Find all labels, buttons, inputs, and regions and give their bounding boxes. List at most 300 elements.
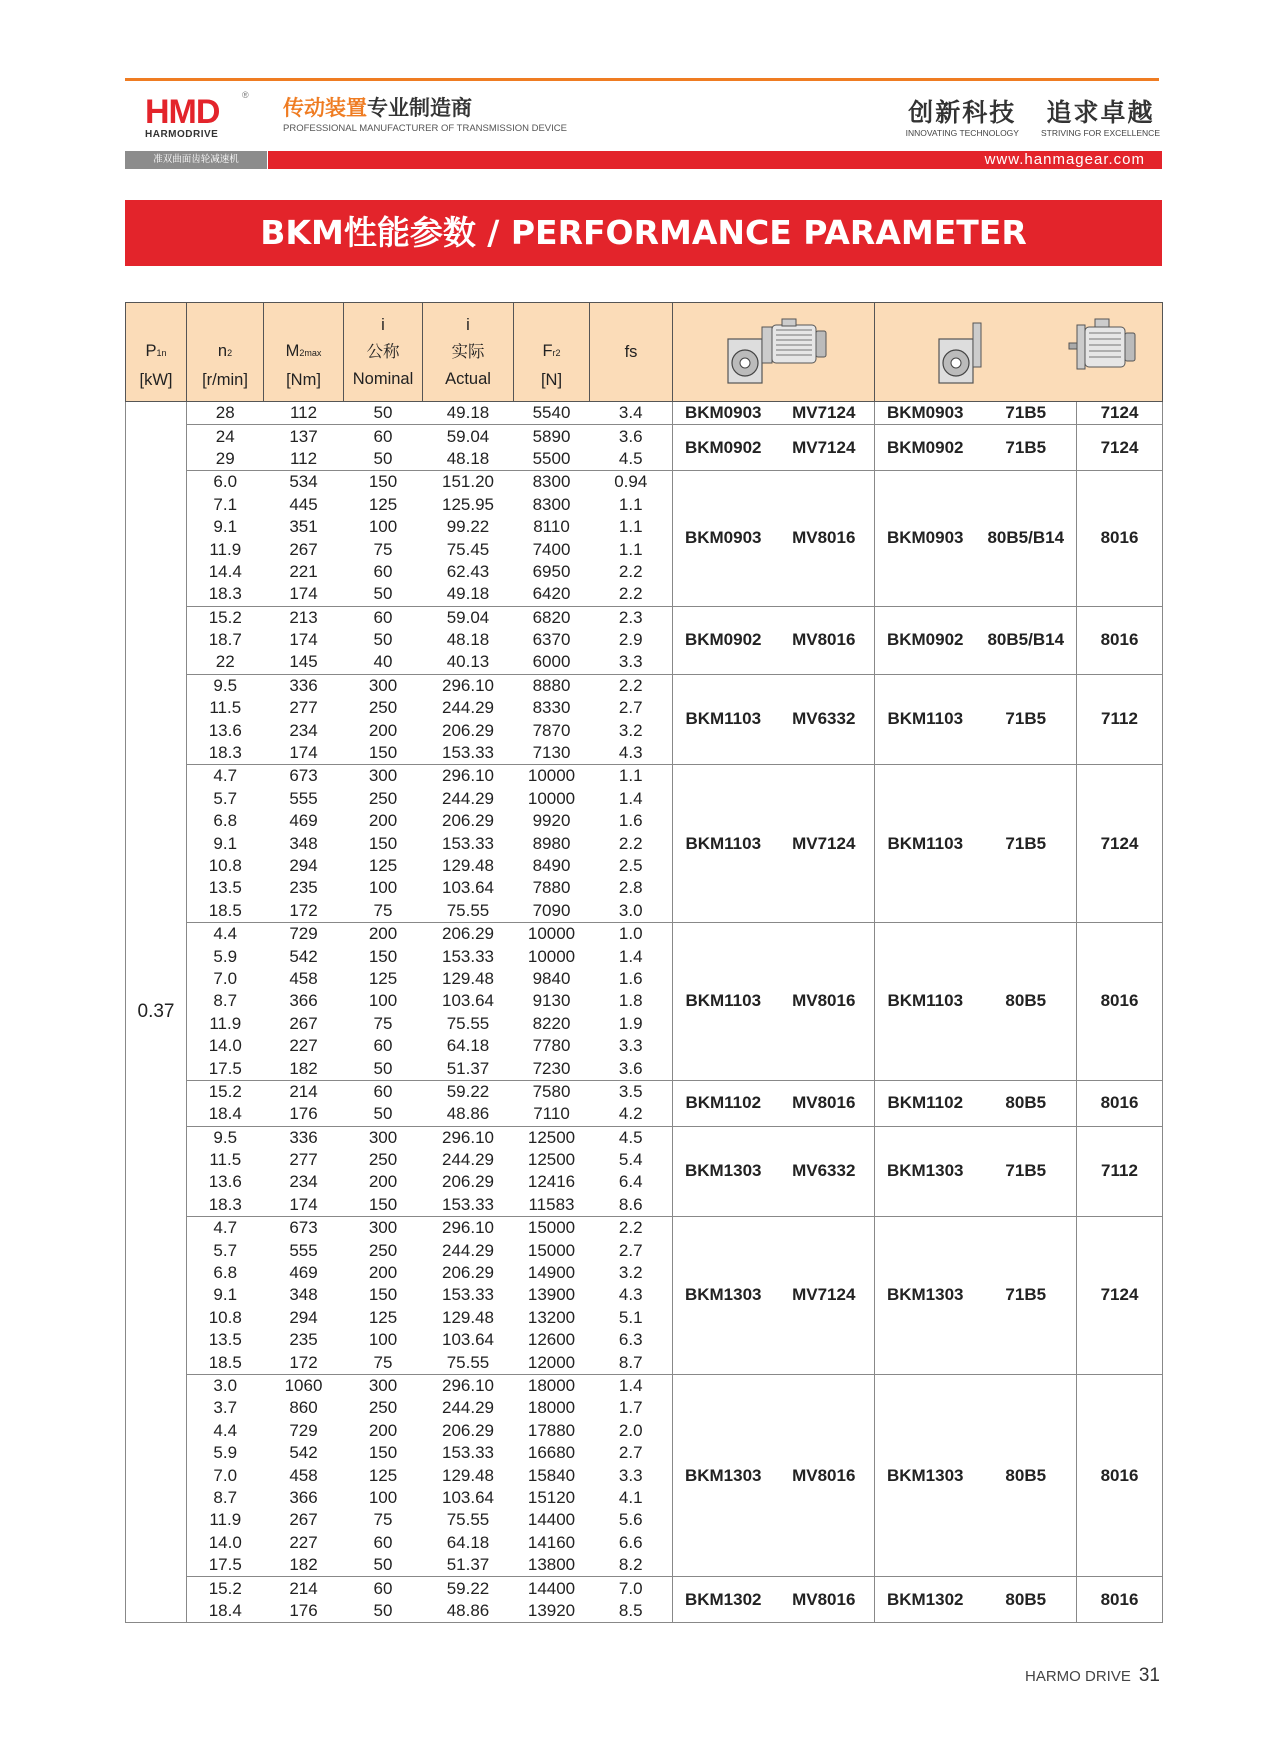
radial-load-cell: 17880 [527, 1420, 576, 1440]
service-factor-cell: 4.5 [590, 448, 673, 471]
motor-model-cell: MV7124 [774, 1217, 875, 1375]
motor-model-cell: MV8016 [774, 922, 875, 1080]
ratio-actual-cell: 296.10 [423, 1374, 514, 1397]
service-factor-cell: 2.7 [590, 697, 673, 719]
radial-load-cell: 12600 [527, 1330, 576, 1350]
motor-frame-cell: 7124 [1077, 1217, 1163, 1375]
slogan-innovation-en: INNOVATING TECHNOLOGY [905, 128, 1019, 138]
max-torque-cell: 294 [289, 1307, 318, 1327]
ratio-nominal-cell: 125 [368, 1465, 398, 1485]
ratio-nominal-cell: 50 [344, 1554, 423, 1577]
header-speed: n2 [r/min] [187, 303, 264, 402]
output-speed-cell: 24 [187, 425, 264, 448]
service-factor-cell: 1.1 [590, 516, 673, 538]
radial-load-cell: 8300 [514, 471, 590, 494]
ratio-actual-cell: 59.22 [423, 1577, 514, 1600]
service-factor-cell: 1.1 [590, 494, 673, 516]
service-factor-cell: 2.2 [590, 583, 673, 606]
ratio-nominal-cell: 75 [373, 1013, 393, 1033]
output-speed-cell: 18.3 [187, 1194, 264, 1217]
output-speed-cell: 5.7 [213, 788, 238, 808]
ratio-actual-cell: 103.64 [442, 1330, 494, 1350]
output-speed-cell: 3.7 [213, 1398, 238, 1418]
table-row [126, 1374, 1163, 1397]
ratio-nominal-cell: 300 [344, 765, 423, 788]
gearmotor-model-cell: BKM1302 [673, 1577, 774, 1623]
output-speed-cell: 11.9 [209, 1013, 242, 1033]
max-torque-cell: 112 [264, 402, 344, 425]
table-row [126, 765, 1163, 788]
ratio-actual-cell: 153.33 [442, 1443, 494, 1463]
brand-logo [145, 95, 219, 141]
service-factor-cell: 3.3 [590, 1464, 673, 1486]
slogan-innovation [906, 99, 1019, 138]
radial-load-cell: 15120 [527, 1487, 576, 1507]
performance-table [125, 302, 1163, 1623]
service-factor-cell: 1.9 [590, 1013, 673, 1035]
radial-load-cell: 8300 [532, 494, 571, 514]
service-factor-cell: 6.6 [590, 1532, 673, 1554]
max-torque-cell: 366 [289, 991, 318, 1011]
service-factor-cell: 2.0 [590, 1420, 673, 1442]
max-torque-cell: 221 [289, 561, 318, 581]
ratio-nominal-cell: 50 [344, 1600, 423, 1623]
max-torque-cell: 294 [289, 856, 318, 875]
service-factor-cell: 3.5 [590, 1080, 673, 1103]
output-speed-cell: 18.5 [187, 1351, 264, 1374]
service-factor-cell: 3.2 [590, 1262, 673, 1284]
output-speed-cell: 4.4 [187, 922, 264, 945]
ratio-nominal-cell: 200 [368, 1263, 398, 1283]
ratio-actual-cell: 129.48 [442, 856, 494, 875]
service-factor-cell: 6.4 [590, 1171, 673, 1193]
ratio-actual-cell: 48.86 [423, 1103, 514, 1126]
output-speed-cell: 3.0 [187, 1374, 264, 1397]
output-speed-cell: 4.4 [213, 1420, 238, 1440]
output-speed-cell: 17.5 [187, 1057, 264, 1080]
radial-load-cell: 7400 [532, 539, 571, 559]
ratio-actual-cell: 64.18 [446, 1532, 490, 1552]
radial-load-cell: 10000 [527, 946, 576, 966]
service-factor-cell: 4.2 [590, 1103, 673, 1126]
motor-model-cell: MV8016 [774, 606, 875, 674]
ratio-actual-cell: 153.33 [423, 1194, 514, 1217]
ratio-actual-cell: 64.18 [446, 1036, 490, 1056]
radial-load-cell: 8880 [514, 674, 590, 697]
ratio-actual-cell: 103.64 [442, 1487, 494, 1507]
motor-frame-cell: 8016 [1077, 471, 1163, 606]
company-tagline [283, 96, 567, 134]
table-row [126, 674, 1163, 697]
radial-load-cell: 12000 [514, 1351, 590, 1374]
ratio-nominal-cell: 250 [368, 698, 398, 718]
slogan-excellence [1041, 99, 1160, 138]
output-speed-cell: 18.7 [208, 630, 242, 650]
max-torque-cell: 277 [289, 1150, 318, 1170]
ratio-nominal-cell: 50 [344, 1057, 423, 1080]
gearmotor-model-cell: BKM1102 [673, 1080, 774, 1126]
ratio-actual-cell: 40.13 [423, 651, 514, 674]
max-torque-cell: 555 [289, 1240, 318, 1260]
max-torque-cell: 469 [289, 1263, 318, 1283]
ratio-actual-cell: 99.22 [446, 517, 490, 537]
max-torque-cell: 534 [264, 471, 344, 494]
radial-load-cell: 7130 [514, 742, 590, 765]
output-speed-cell: 11.5 [209, 1150, 242, 1170]
flange-type-cell: 80B5 [976, 1577, 1077, 1623]
max-torque-cell: 336 [264, 1126, 344, 1149]
max-torque-cell: 145 [264, 651, 344, 674]
reducer-model-cell: BKM1102 [875, 1080, 976, 1126]
max-torque-cell: 227 [289, 1036, 318, 1056]
ratio-nominal-cell: 100 [368, 517, 398, 537]
ratio-nominal-cell: 60 [344, 1577, 423, 1600]
table-row [126, 425, 1163, 448]
service-factor-cell: 1.7 [590, 1397, 673, 1419]
ratio-nominal-cell: 75 [344, 900, 423, 923]
ratio-nominal-cell: 300 [344, 1126, 423, 1149]
service-factor-cell: 2.9 [590, 629, 673, 651]
ratio-actual-cell: 48.86 [423, 1600, 514, 1623]
service-factor-cell: 2.7 [590, 1239, 673, 1261]
service-factor-cell: 3.6 [590, 1057, 673, 1080]
flange-type-cell: 71B5 [976, 402, 1077, 425]
radial-load-cell: 10000 [514, 765, 590, 788]
output-speed-cell: 18.5 [187, 900, 264, 923]
ratio-actual-cell: 296.10 [423, 765, 514, 788]
ratio-nominal-cell: 60 [373, 561, 393, 581]
reducer-model-cell: BKM0902 [875, 425, 976, 471]
table-header-row [126, 303, 1163, 402]
radial-load-cell: 14400 [514, 1577, 590, 1600]
max-torque-cell: 555 [289, 788, 318, 808]
service-factor-cell: 7.0 [590, 1577, 673, 1600]
service-factor-cell: 3.6 [590, 425, 673, 448]
motor-model-cell: MV8016 [774, 471, 875, 606]
output-speed-cell: 7.1 [213, 494, 238, 514]
table-row [126, 922, 1163, 945]
motor-model-cell: MV6332 [774, 1126, 875, 1217]
radial-load-cell: 7230 [514, 1057, 590, 1080]
ratio-nominal-cell: 100 [368, 878, 398, 898]
ratio-actual-cell: 244.29 [442, 1150, 494, 1170]
radial-load-cell: 8330 [532, 698, 571, 718]
motor-frame-cell: 7124 [1077, 765, 1163, 923]
ratio-actual-cell: 48.18 [446, 630, 490, 650]
logo-text: HMD [145, 93, 220, 131]
reducer-model-cell: BKM0903 [875, 471, 976, 606]
reducer-model-cell: BKM1303 [875, 1126, 976, 1217]
ratio-nominal-cell: 50 [344, 1103, 423, 1126]
radial-load-cell: 16680 [527, 1443, 576, 1463]
max-torque-cell: 542 [289, 946, 318, 966]
max-torque-cell: 182 [264, 1057, 344, 1080]
service-factor-cell: 1.4 [590, 788, 673, 810]
gearmotor-model-cell: BKM1103 [673, 674, 774, 765]
ratio-nominal-cell: 75 [373, 539, 393, 559]
service-factor-cell: 3.2 [590, 719, 673, 741]
flange-type-cell: 80B5/B14 [976, 606, 1077, 674]
radial-load-cell: 14160 [527, 1532, 576, 1552]
max-torque-cell: 542 [289, 1443, 318, 1463]
max-torque-cell: 176 [264, 1600, 344, 1623]
motor-model-cell: MV7124 [774, 402, 875, 425]
output-speed-cell: 13.5 [208, 878, 242, 898]
service-factor-cell: 2.3 [590, 606, 673, 629]
max-torque-cell: 214 [264, 1080, 344, 1103]
max-torque-cell: 458 [289, 968, 318, 988]
radial-load-cell: 13900 [527, 1285, 576, 1305]
ratio-actual-cell: 153.33 [423, 742, 514, 765]
radial-load-cell: 7780 [532, 1036, 571, 1056]
service-factor-cell: 2.8 [590, 877, 673, 899]
radial-load-cell: 5890 [514, 425, 590, 448]
gearmotor-model-cell: BKM1303 [673, 1126, 774, 1217]
service-factor-cell: 1.6 [590, 968, 673, 990]
service-factor-cell: 4.3 [590, 1284, 673, 1306]
service-factor-cell: 2.2 [590, 561, 673, 583]
motor-frame-cell: 8016 [1077, 1577, 1163, 1623]
output-speed-cell: 13.6 [208, 1172, 242, 1192]
ratio-nominal-cell: 60 [344, 425, 423, 448]
ratio-actual-cell: 206.29 [423, 922, 514, 945]
output-speed-cell: 6.8 [213, 1263, 238, 1283]
gearmotor-icon [714, 313, 834, 391]
flange-type-cell: 71B5 [976, 1126, 1077, 1217]
reducer-model-cell: BKM1303 [875, 1374, 976, 1577]
reducer-and-motor-icon [889, 313, 1149, 391]
output-speed-cell: 17.5 [187, 1554, 264, 1577]
radial-load-cell: 14400 [527, 1510, 576, 1530]
ratio-actual-cell: 48.18 [423, 448, 514, 471]
reducer-model-cell: BKM0902 [875, 606, 976, 674]
ratio-actual-cell: 244.29 [442, 1398, 494, 1418]
service-factor-cell: 4.5 [590, 1126, 673, 1149]
max-torque-cell: 860 [289, 1398, 318, 1418]
service-factor-cell: 1.6 [590, 810, 673, 832]
service-factor-cell: 2.2 [590, 674, 673, 697]
service-factor-cell: 2.7 [590, 1442, 673, 1464]
service-factor-cell: 3.0 [590, 900, 673, 923]
service-factor-cell: 3.3 [590, 1035, 673, 1057]
output-speed-cell: 14.0 [208, 1532, 242, 1552]
ratio-nominal-cell: 60 [373, 1532, 393, 1552]
service-factor-cell: 3.3 [590, 651, 673, 674]
radial-load-cell: 18000 [527, 1398, 576, 1418]
radial-load-cell: 7880 [532, 878, 571, 898]
website-link[interactable]: www.hanmagear.com [984, 151, 1145, 168]
radial-load-cell: 9840 [532, 968, 571, 988]
motor-frame-cell: 7124 [1077, 402, 1163, 425]
output-speed-cell: 9.1 [213, 517, 238, 537]
service-factor-cell: 8.6 [590, 1194, 673, 1217]
reducer-model-cell: BKM0903 [875, 402, 976, 425]
output-speed-cell: 18.3 [187, 742, 264, 765]
output-speed-cell: 11.9 [209, 1510, 242, 1530]
ratio-nominal-cell: 200 [368, 1172, 398, 1192]
ratio-nominal-cell: 60 [344, 1080, 423, 1103]
ratio-actual-cell: 296.10 [423, 674, 514, 697]
radial-load-cell: 5540 [514, 402, 590, 425]
max-torque-cell: 174 [264, 742, 344, 765]
gearmotor-model-cell: BKM0902 [673, 425, 774, 471]
ratio-actual-cell: 206.29 [442, 720, 494, 740]
footer-brand: HARMO DRIVE [1025, 1668, 1131, 1685]
radial-load-cell: 13920 [514, 1600, 590, 1623]
radial-load-cell: 7090 [514, 900, 590, 923]
ratio-nominal-cell: 50 [373, 630, 393, 650]
ratio-actual-cell: 125.95 [442, 494, 494, 514]
ratio-actual-cell: 75.55 [423, 1351, 514, 1374]
ratio-nominal-cell: 300 [344, 1217, 423, 1240]
output-speed-cell: 29 [187, 448, 264, 471]
table-row [126, 1577, 1163, 1600]
max-torque-cell: 172 [264, 1351, 344, 1374]
ratio-actual-cell: 206.29 [442, 1172, 494, 1192]
service-factor-cell: 0.94 [590, 471, 673, 494]
ratio-nominal-cell: 200 [344, 922, 423, 945]
ratio-nominal-cell: 300 [344, 1374, 423, 1397]
radial-load-cell: 6370 [532, 630, 571, 650]
radial-load-cell: 9920 [532, 811, 571, 831]
output-speed-cell: 10.8 [208, 1307, 242, 1327]
radial-load-cell: 18000 [514, 1374, 590, 1397]
ratio-actual-cell: 153.33 [442, 833, 494, 853]
reducer-model-cell: BKM1103 [875, 674, 976, 765]
ratio-nominal-cell: 150 [368, 946, 398, 966]
max-torque-cell: 348 [289, 833, 318, 853]
max-torque-cell: 234 [289, 1172, 318, 1192]
category-label: 准双曲面齿轮减速机 [125, 151, 267, 169]
flange-type-cell: 80B5 [976, 1374, 1077, 1577]
output-speed-cell: 15.2 [187, 606, 264, 629]
ratio-actual-cell: 59.04 [423, 425, 514, 448]
ratio-nominal-cell: 250 [368, 1398, 398, 1418]
flange-type-cell: 71B5 [976, 674, 1077, 765]
max-torque-cell: 174 [289, 630, 318, 650]
table-row [126, 1126, 1163, 1149]
max-torque-cell: 213 [264, 606, 344, 629]
ratio-nominal-cell: 50 [344, 448, 423, 471]
radial-load-cell: 13800 [514, 1554, 590, 1577]
slogan-innovation-cn: 创新科技 [908, 98, 1017, 127]
max-torque-cell: 729 [289, 1420, 318, 1440]
ratio-nominal-cell: 200 [368, 811, 398, 831]
radial-load-cell: 6950 [532, 561, 571, 581]
service-factor-cell: 1.0 [590, 922, 673, 945]
registered-mark: ® [242, 90, 249, 100]
ratio-actual-cell: 49.18 [423, 402, 514, 425]
radial-load-cell: 9130 [532, 991, 571, 1011]
flange-type-cell: 71B5 [976, 425, 1077, 471]
motor-frame-cell: 7124 [1077, 425, 1163, 471]
ratio-nominal-cell: 75 [344, 1351, 423, 1374]
ratio-nominal-cell: 40 [344, 651, 423, 674]
radial-load-cell: 7870 [532, 720, 571, 740]
power-value: 0.37 [126, 402, 187, 1623]
motor-model-cell: MV8016 [774, 1080, 875, 1126]
max-torque-cell: 235 [289, 1330, 318, 1350]
ratio-actual-cell: 151.20 [423, 471, 514, 494]
gearmotor-model-cell: BKM0903 [673, 402, 774, 425]
ratio-actual-cell: 59.22 [423, 1080, 514, 1103]
radial-load-cell: 11583 [514, 1194, 590, 1217]
service-factor-cell: 8.2 [590, 1554, 673, 1577]
ratio-nominal-cell: 125 [368, 968, 398, 988]
service-factor-cell: 4.1 [590, 1487, 673, 1509]
gearmotor-model-cell: BKM0903 [673, 471, 774, 606]
gearmotor-model-cell: BKM1103 [673, 765, 774, 923]
service-factor-cell: 2.5 [590, 855, 673, 877]
ratio-nominal-cell: 300 [344, 674, 423, 697]
service-factor-cell: 5.1 [590, 1307, 673, 1329]
radial-load-cell: 15000 [514, 1217, 590, 1240]
ratio-nominal-cell: 150 [368, 833, 398, 853]
motor-frame-cell: 7112 [1077, 1126, 1163, 1217]
ratio-actual-cell: 103.64 [442, 878, 494, 898]
output-speed-cell: 13.5 [208, 1330, 242, 1350]
ratio-nominal-cell: 200 [368, 1420, 398, 1440]
ratio-nominal-cell: 150 [368, 1285, 398, 1305]
output-speed-cell: 9.1 [213, 1285, 238, 1305]
output-speed-cell: 5.7 [213, 1240, 238, 1260]
output-speed-cell: 14.4 [208, 561, 242, 581]
ratio-actual-cell: 296.10 [423, 1217, 514, 1240]
output-speed-cell: 14.0 [208, 1036, 242, 1056]
service-factor-cell: 2.2 [590, 832, 673, 854]
ratio-nominal-cell: 100 [368, 1330, 398, 1350]
ratio-actual-cell: 75.55 [423, 900, 514, 923]
service-factor-cell: 8.5 [590, 1600, 673, 1623]
ratio-actual-cell: 206.29 [442, 1263, 494, 1283]
reducer-model-cell: BKM1103 [875, 765, 976, 923]
output-speed-cell: 5.9 [213, 1443, 238, 1463]
ratio-actual-cell: 49.18 [423, 583, 514, 606]
max-torque-cell: 214 [264, 1577, 344, 1600]
ratio-actual-cell: 51.37 [423, 1057, 514, 1080]
output-speed-cell: 18.4 [187, 1103, 264, 1126]
slogan-excellence-cn: 追求卓越 [1046, 98, 1155, 127]
header-service-factor: fs [590, 303, 673, 402]
ratio-actual-cell: 62.43 [446, 561, 490, 581]
ratio-nominal-cell: 200 [368, 720, 398, 740]
flange-type-cell: 80B5/B14 [976, 471, 1077, 606]
header-torque: M2max [Nm] [264, 303, 344, 402]
service-factor-cell: 6.3 [590, 1329, 673, 1351]
ratio-actual-cell: 129.48 [442, 968, 494, 988]
ratio-nominal-cell: 150 [344, 471, 423, 494]
table-row [126, 1080, 1163, 1103]
max-torque-cell: 351 [289, 517, 318, 537]
page-footer [1025, 1665, 1160, 1687]
motor-frame-cell: 8016 [1077, 1374, 1163, 1577]
header-reducer-motor-image [875, 303, 1163, 402]
motor-frame-cell: 8016 [1077, 922, 1163, 1080]
header-ratio-actual: i 实际 Actual [423, 303, 514, 402]
max-torque-cell: 348 [289, 1285, 318, 1305]
motor-model-cell: MV7124 [774, 425, 875, 471]
table-row [126, 402, 1163, 425]
max-torque-cell: 137 [264, 425, 344, 448]
max-torque-cell: 234 [289, 720, 318, 740]
ratio-nominal-cell: 50 [344, 402, 423, 425]
ratio-nominal-cell: 60 [344, 606, 423, 629]
reducer-model-cell: BKM1103 [875, 922, 976, 1080]
tagline-en: PROFESSIONAL MANUFACTURER OF TRANSMISSION DEVICE [283, 123, 567, 134]
service-factor-cell: 1.4 [590, 945, 673, 967]
header-power: P1n [kW] [126, 303, 187, 402]
max-torque-cell: 1060 [264, 1374, 344, 1397]
